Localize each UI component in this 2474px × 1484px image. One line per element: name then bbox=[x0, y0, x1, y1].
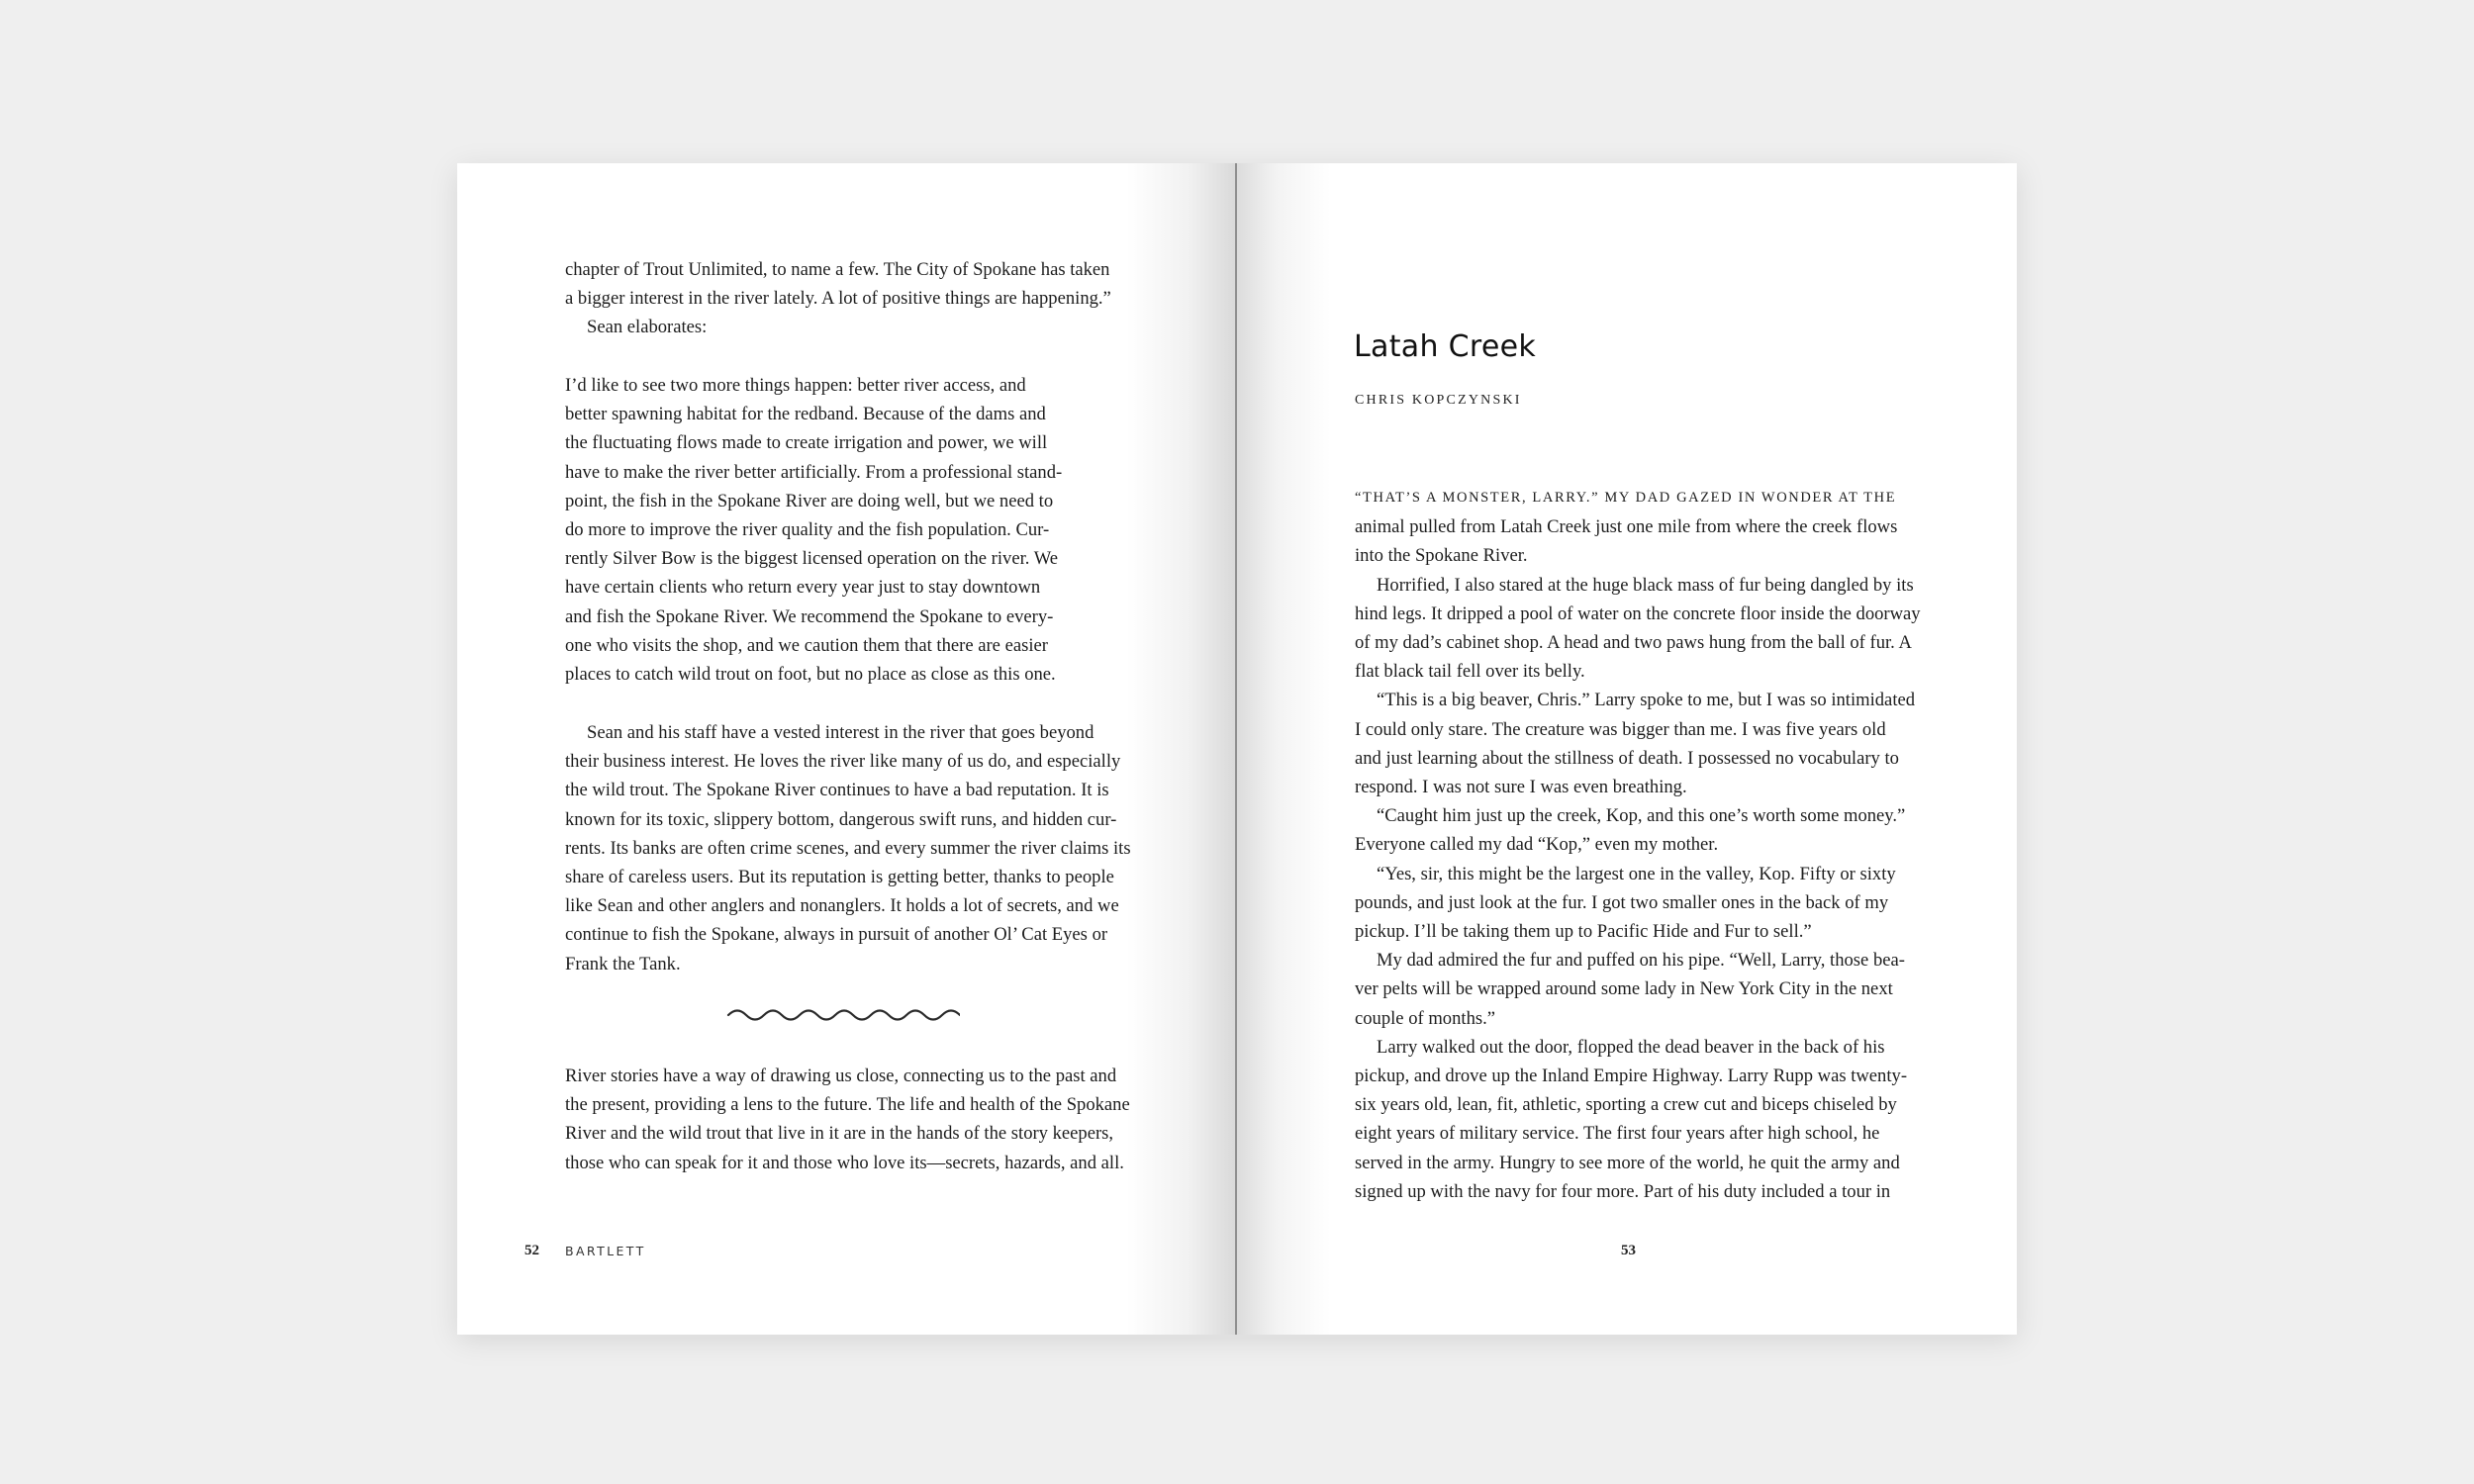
quote-line: better spawning habitat for the redband. Because of the dams and bbox=[565, 404, 1046, 425]
text-line: Everyone called my dad “Kop,” even my mother. bbox=[1355, 834, 1719, 856]
body-paragraph bbox=[565, 718, 1131, 978]
text-line: into the Spokane River. bbox=[1355, 545, 1528, 567]
text-line: hind legs. It dripped a pool of water on the concrete floor inside the doorway bbox=[1355, 603, 1921, 624]
quote-line: have to make the river better artificially. From a professional stand- bbox=[565, 461, 1063, 483]
text-line: Frank the Tank. bbox=[565, 953, 681, 974]
text-line: My dad admired the fur and puffed on his pipe. “Well, Larry, those bea- bbox=[1377, 950, 1905, 972]
text-line: ver pelts will be wrapped around some lady in New York City in the next bbox=[1355, 978, 1893, 1000]
opening-line: “THAT’S A MONSTER, LARRY.” MY DAD GAZED IN WONDER AT THE bbox=[1355, 490, 1897, 506]
text-line: of my dad’s cabinet shop. A head and two paws hung from the ball of fur. A bbox=[1355, 632, 1912, 654]
block-quote bbox=[565, 371, 1125, 689]
page-number: 52 bbox=[524, 1243, 539, 1258]
closing-paragraph bbox=[565, 1062, 1130, 1177]
text-line: pickup, and drove up the Inland Empire Highway. Larry Rupp was twenty- bbox=[1355, 1066, 1908, 1087]
text-line: River and the wild trout that live in it are in the hands of the story keepers, bbox=[565, 1123, 1114, 1145]
quote-line: places to catch wild trout on foot, but no place as close as this one. bbox=[565, 664, 1056, 686]
text-line: those who can speak for it and those who love its—secrets, hazards, and all. bbox=[565, 1152, 1124, 1173]
text-line: known for its toxic, slippery bottom, dangerous swift runs, and hidden cur- bbox=[565, 808, 1117, 830]
text-line: a bigger interest in the river lately. A lot of positive things are happening.” bbox=[565, 288, 1111, 310]
text-line: Sean elaborates: bbox=[587, 317, 708, 338]
chapter-author: CHRIS KOPCZYNSKI bbox=[1355, 393, 1522, 408]
chapter-body bbox=[1355, 484, 1921, 1206]
quote-line: and fish the Spokane River. We recommend the Spokane to every- bbox=[565, 605, 1054, 627]
text-line: eight years of military service. The first four years after high school, he bbox=[1355, 1123, 1880, 1145]
text-line: Larry walked out the door, flopped the dead beaver in the back of his bbox=[1377, 1036, 1885, 1058]
chapter-title-display: Latah Creek bbox=[1354, 329, 1537, 364]
running-head: BARTLETT bbox=[565, 1244, 646, 1258]
text-line: share of careless users. But its reputation is getting better, thanks to people bbox=[565, 867, 1114, 888]
quote-line: point, the fish in the Spokane River are doing well, but we need to bbox=[565, 490, 1054, 511]
text-line: continue to fish the Spokane, always in pursuit of another Ol’ Cat Eyes or bbox=[565, 924, 1108, 946]
left-page bbox=[457, 163, 1236, 1335]
quote-line: I’d like to see two more things happen: better river access, and bbox=[565, 375, 1026, 396]
text-line: and just learning about the stillness of death. I possessed no vocabulary to bbox=[1355, 747, 1899, 769]
text-line: signed up with the navy for four more. Part of his duty included a tour in bbox=[1355, 1180, 1891, 1202]
text-line: animal pulled from Latah Creek just one mile from where the creek flows bbox=[1355, 516, 1898, 538]
text-line: Sean and his staff have a vested interest in the river that goes beyond bbox=[587, 722, 1094, 743]
text-line: the present, providing a lens to the future. The life and health of the Spokane bbox=[565, 1094, 1130, 1116]
quote-line: have certain clients who return every year just to stay downtown bbox=[565, 577, 1041, 599]
text-line: River stories have a way of drawing us close, connecting us to the past and bbox=[565, 1066, 1117, 1086]
text-line: their business interest. He loves the river like many of us do, and especially bbox=[565, 751, 1121, 773]
right-page-content bbox=[1237, 163, 2017, 1335]
text-line: “Yes, sir, this might be the largest one in the valley, Kop. Fifty or sixty bbox=[1377, 863, 1896, 884]
quote-line: one who visits the shop, and we caution them that there are easier bbox=[565, 634, 1048, 656]
page-number: 53 bbox=[1621, 1243, 1636, 1258]
text-line: pickup. I’ll be taking them up to Pacific Hide and Fur to sell.” bbox=[1355, 921, 1812, 943]
text-line: Horrified, I also stared at the huge black mass of fur being dangled by its bbox=[1377, 574, 1914, 596]
left-opening-text bbox=[565, 255, 1125, 342]
wave-ornament-icon bbox=[726, 1002, 960, 1028]
text-line: couple of months.” bbox=[1355, 1007, 1496, 1029]
quote-line: the fluctuating flows made to create irrigation and power, we will bbox=[565, 432, 1048, 454]
quote-line: rently Silver Bow is the biggest licensed operation on the river. We bbox=[565, 548, 1059, 570]
text-line: respond. I was not sure I was even breathing. bbox=[1355, 777, 1687, 798]
text-line: the wild trout. The Spokane River continues to have a bad reputation. It is bbox=[565, 780, 1109, 801]
text-line: “This is a big beaver, Chris.” Larry spoke to me, but I was so intimidated bbox=[1377, 690, 1916, 711]
text-line: like Sean and other anglers and nonanglers. It holds a lot of secrets, and we bbox=[565, 895, 1119, 917]
text-line: rents. Its banks are often crime scenes, and every summer the river claims its bbox=[565, 837, 1131, 859]
text-line: I could only stare. The creature was bigger than me. I was five years old bbox=[1355, 718, 1886, 740]
text-line: chapter of Trout Unlimited, to name a few. The City of Spokane has taken bbox=[565, 259, 1110, 280]
text-line: pounds, and just look at the fur. I got two smaller ones in the back of my bbox=[1355, 891, 1889, 913]
quote-line: do more to improve the river quality and the fish population. Cur- bbox=[565, 519, 1050, 541]
text-line: “Caught him just up the creek, Kop, and this one’s worth some money.” bbox=[1377, 805, 1906, 827]
text-line: served in the army. Hungry to see more of the world, he quit the army and bbox=[1355, 1152, 1900, 1173]
text-line: six years old, lean, fit, athletic, sporting a crew cut and biceps chiseled by bbox=[1355, 1094, 1897, 1116]
text-line: flat black tail fell over its belly. bbox=[1355, 661, 1585, 683]
